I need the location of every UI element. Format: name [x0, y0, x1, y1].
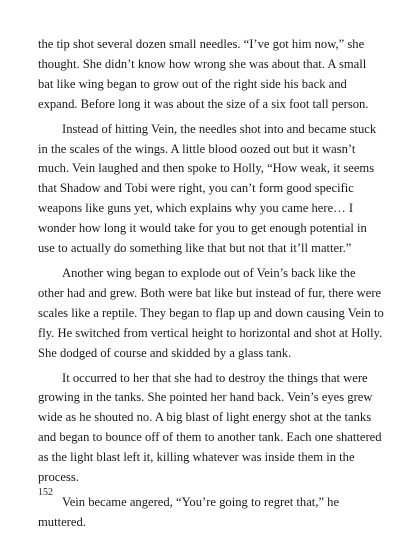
paragraph-continued: the tip shot several dozen small needles. “I’ve got him now,” she thought. She didn’t know how wrong she was about that. A small bat like wing began to grow out of the right side his back and expand. Before long it was about the size of a six foot tall person. — [38, 37, 369, 111]
page-number: 152 — [38, 487, 53, 498]
paragraph: It occurred to her that she had to destroy the things that were growing in the tanks. She pointed her hand back. Vein’s eyes grew wide as he shouted no. A big blast of light energy shot at the tanks and began to bounce off of them to another tank. Each one shattered as the light blast left it, killing whatever was inside them in the process. — [38, 370, 382, 485]
paragraph: Instead of hitting Vein, the needles shot into and became stuck in the scales of the wings. A little blood oozed out but it wasn’t much. Vein laughed and then spoke to Holly, “How weak, it seems that Shadow and Tobi were right, you can’t form good specific weapons like guns yet, which explains why you came here… I wonder how long it would take for you to get enough potential in use to actually do something like that but not that it’ll matter.” — [38, 121, 377, 256]
body-text — [38, 35, 384, 538]
paragraph: Another wing began to explode out of Vein’s back like the other had and grew. Both were bat like but instead of fur, there were scales like a reptile. They began to flap up and down causing Vein to fly. He switched from vertical height to horizontal and shot at Holly. She dodged of course and skidded by a glass tank. — [38, 265, 384, 360]
paragraph: Vein became angered, “You’re going to regret that,” he muttered. — [38, 494, 340, 529]
